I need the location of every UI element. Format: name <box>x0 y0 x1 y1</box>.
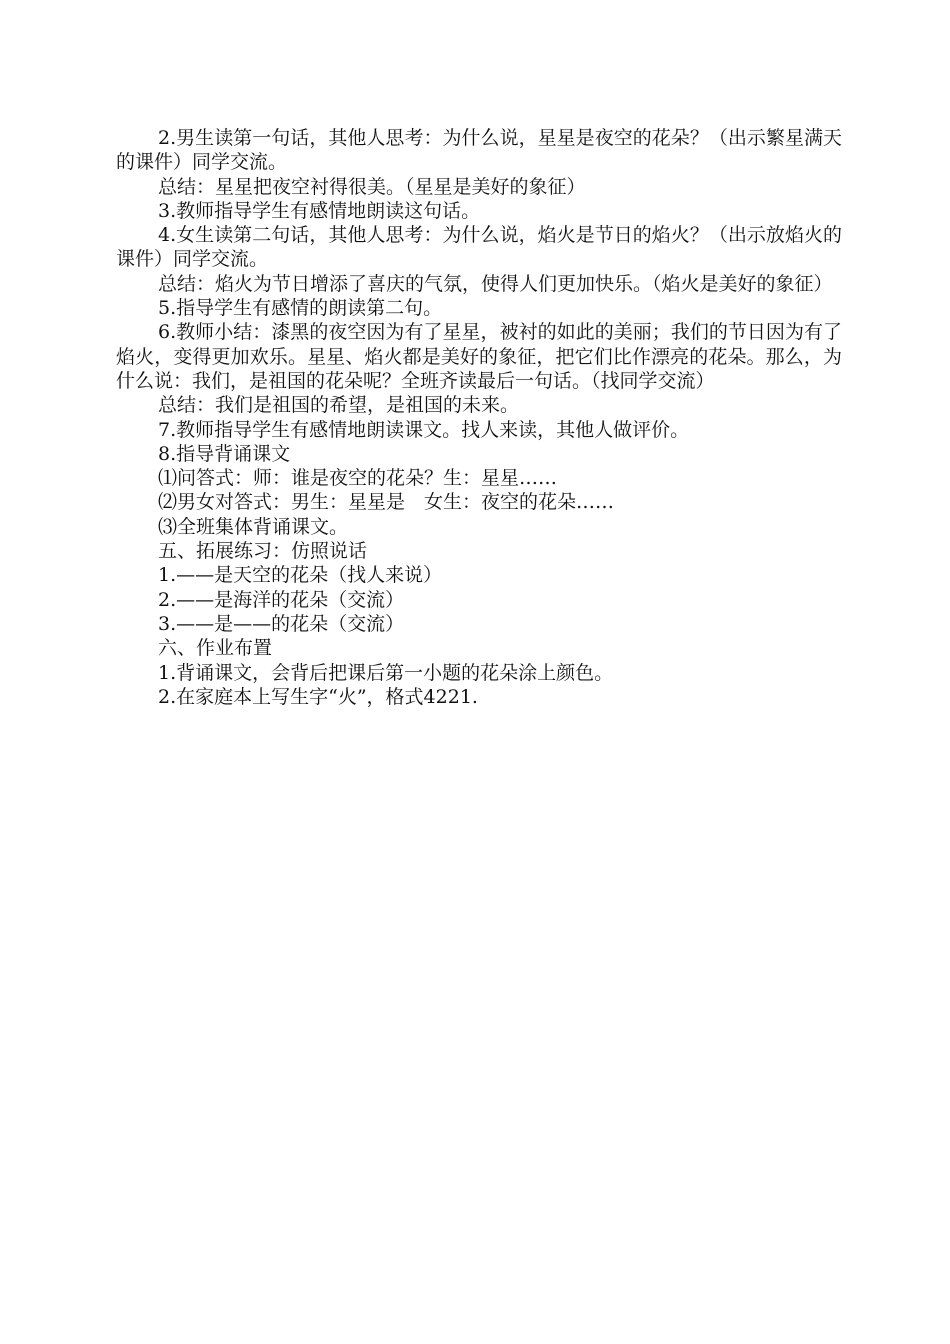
paragraph-11: ⑴问答式：师：谁是夜空的花朵？生：星星…… <box>158 467 558 490</box>
paragraph-16: 2.——是海洋的花朵（交流） <box>158 588 405 611</box>
paragraph-20: 2.在家庭本上写生字“火”，格式4221. <box>158 685 478 708</box>
paragraph-12: ⑵男女对答式：男生：星星是 女生：夜空的花朵…… <box>158 491 615 514</box>
paragraph-9: 7.教师指导学生有感情地朗读课文。找人来读，其他人做评价。 <box>158 418 690 441</box>
paragraph-1: 2.男生读第一句话，其他人思考：为什么说，星星是夜空的花朵？（出示繁星满天的课件）同学交流。 <box>116 127 842 174</box>
paragraph-5: 总结：焰火为节日增添了喜庆的气氛，使得人们更加快乐。（焰火是美好的象征） <box>158 272 833 295</box>
paragraph-8: 总结：我们是祖国的希望，是祖国的未来。 <box>158 394 520 417</box>
paragraph-2: 总结：星星把夜空衬得很美。（星星是美好的象征） <box>158 175 586 198</box>
paragraph-19: 1.背诵课文，会背后把课后第一小题的花朵涂上颜色。 <box>158 661 614 684</box>
paragraph-7: 6.教师小结：漆黑的夜空因为有了星星，被衬的如此的美丽；我们的节日因为有了焰火，变得更加欢乐。星星、焰火都是美好的象征，把它们比作漂亮的花朵。那么，为什么说：我们，是祖国的花朵呢？全班齐读最后一句话。（找同学交流） <box>116 321 842 392</box>
paragraph-6: 5.指导学生有感情的朗读第二句。 <box>158 297 443 320</box>
paragraph-3: 3.教师指导学生有感情地朗读这句话。 <box>158 199 481 222</box>
paragraph-17: 3.——是——的花朵（交流） <box>158 612 405 635</box>
paragraph-13: ⑶全班集体背诵课文。 <box>158 515 349 538</box>
section-heading-5: 五、拓展练习：仿照说话 <box>158 540 368 563</box>
paragraph-15: 1.——是天空的花朵（找人来说） <box>158 564 443 587</box>
document-body <box>116 126 842 709</box>
paragraph-4: 4.女生读第二句话，其他人思考：为什么说，焰火是节日的焰火？（出示放焰火的课件）同学交流。 <box>116 224 842 271</box>
section-heading-6: 六、作业布置 <box>158 637 273 660</box>
paragraph-10: 8.指导背诵课文 <box>158 442 291 465</box>
